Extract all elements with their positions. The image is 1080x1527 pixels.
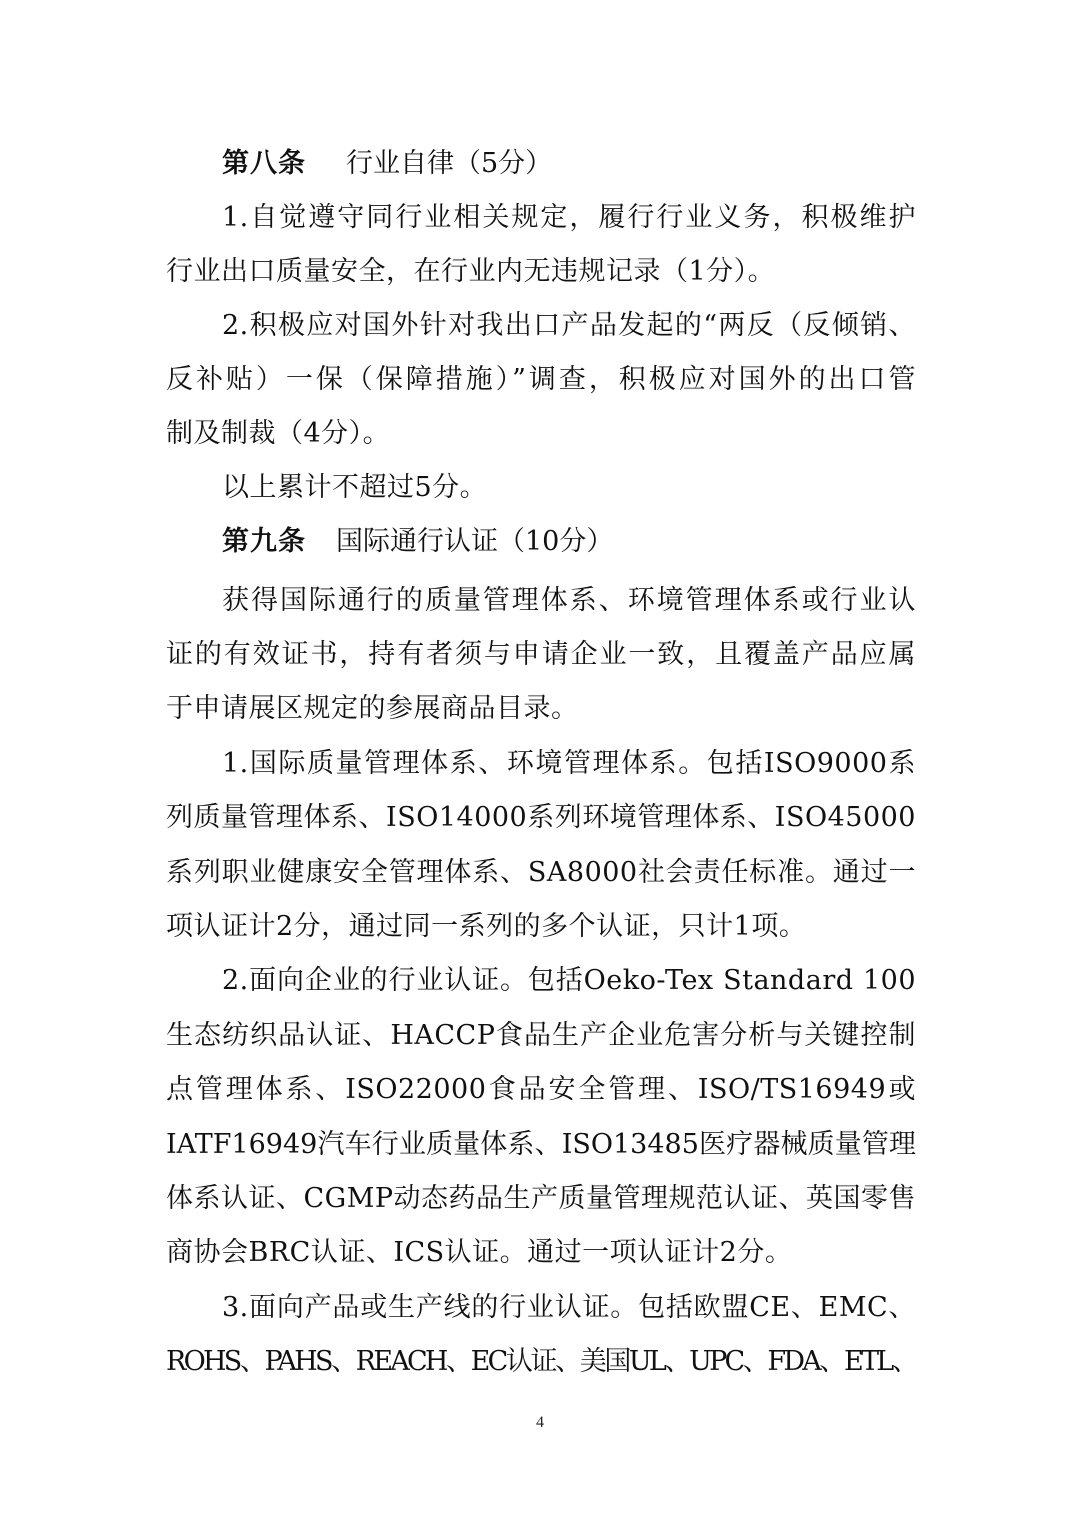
paragraph-line: 2.面向企业的行业认证。包括Oeko-Tex Standard 100: [222, 965, 916, 996]
paragraph-line: 列质量管理体系、ISO14000系列环境管理体系、ISO45000: [166, 802, 916, 833]
article-9-number: 第九条: [222, 526, 306, 557]
paragraph-line: 生态纺织品认证、HACCP食品生产企业危害分析与关键控制: [166, 1020, 916, 1051]
paragraph-line: 于申请展区规定的参展商品目录。: [166, 693, 579, 724]
article-9-title: 国际通行认证（10分）: [336, 526, 614, 557]
paragraph-line: IATF16949汽车行业质量体系、ISO13485医疗器械质量管理: [166, 1129, 916, 1160]
paragraph-line: ROHS、PAHS、REACH、EC认证、美国UL、UPC、FDA、ETL、: [166, 1346, 916, 1377]
paragraph-line: 反补贴）一保（保障措施）”调查，积极应对国外的出口管: [166, 364, 916, 395]
paragraph-line: 以上累计不超过5分。: [222, 472, 488, 503]
article-9-heading: [222, 522, 613, 562]
paragraph-line: 制及制裁（4分）。: [166, 418, 391, 449]
article-8-title: 行业自律（5分）: [346, 148, 553, 179]
paragraph-line: 1.自觉遵守同行业相关规定，履行行业义务，积极维护: [222, 202, 916, 233]
paragraph-line: 商协会BRC认证、ICS认证。通过一项认证计2分。: [166, 1237, 793, 1268]
paragraph-line: 体系认证、CGMP动态药品生产质量管理规范认证、英国零售: [166, 1183, 917, 1214]
paragraph-line: 点管理体系、ISO22000食品安全管理、ISO/TS16949或: [166, 1074, 916, 1105]
paragraph-line: 证的有效证书，持有者须与申请企业一致，且覆盖产品应属: [166, 639, 916, 670]
paragraph-line: 2.积极应对国外针对我出口产品发起的“两反（反倾销、: [222, 310, 916, 341]
article-8-number: 第八条: [222, 148, 306, 179]
paragraph-line: 获得国际通行的质量管理体系、环境管理体系或行业认: [222, 585, 916, 616]
paragraph-line: 系列职业健康安全管理体系、SA8000社会责任标准。通过一: [166, 857, 916, 888]
paragraph-line: 3.面向产品或生产线的行业认证。包括欧盟CE、EMC、: [222, 1292, 916, 1323]
paragraph-line: 项认证计2分，通过同一系列的多个认证，只计1项。: [166, 911, 807, 942]
page-number: 4: [536, 1414, 544, 1431]
article-8-heading: [222, 144, 552, 184]
paragraph-line: 行业出口质量安全，在行业内无违规记录（1分）。: [166, 256, 776, 287]
paragraph-line: 1.国际质量管理体系、环境管理体系。包括ISO9000系: [222, 748, 916, 779]
